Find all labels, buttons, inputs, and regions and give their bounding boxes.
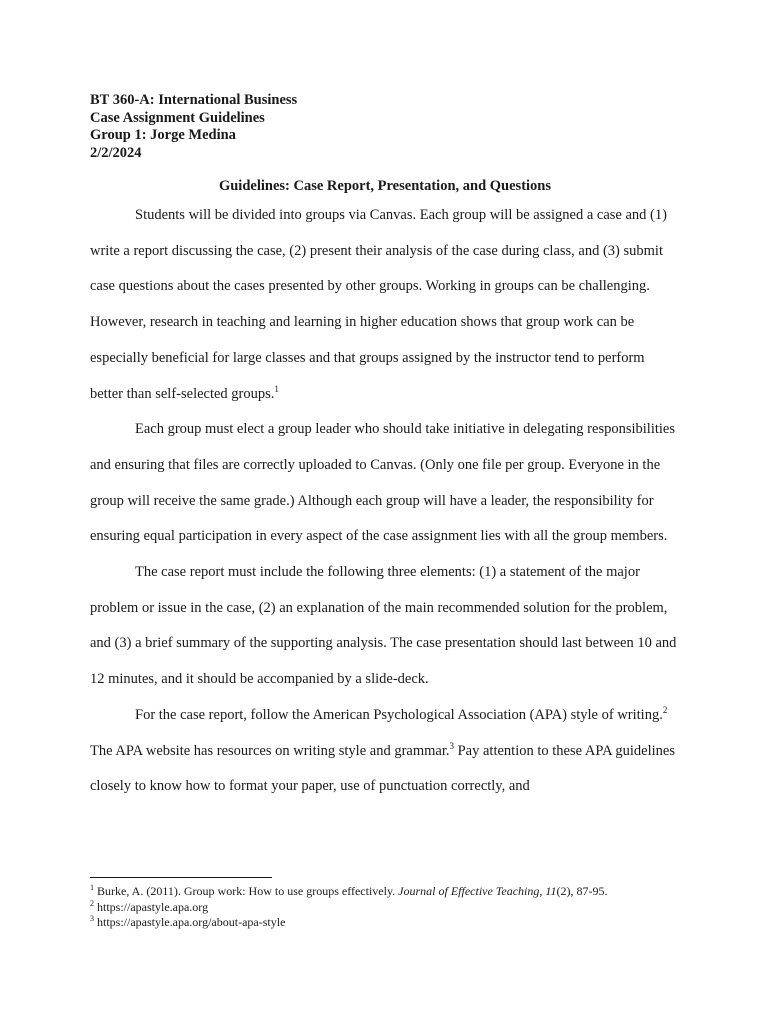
- footnote-3: [90, 915, 690, 931]
- footnote-text: (2), 87-95.: [556, 884, 608, 898]
- document-date: 2/2/2024: [90, 144, 142, 161]
- paragraph-text: Each group must elect a group leader who should take initiative in delegating responsibilities and ensuring that files are correctly uploaded to Canvas. (Only one file per group. Everyone in the group will receive the same grade.) Although each group will have a leader, the responsibility for ensuring equal participation in every aspect of the case assignment lies with all the group members.: [90, 421, 675, 545]
- paragraph-text: Pay attention to these APA guidelines closely to know how to format your paper, use of punctuation correctly, and: [90, 742, 675, 795]
- paragraph-text: Students will be divided into groups via Canvas. Each group will be assigned a case and (1) write a report discussing the case, (2) present their analysis of the case during class, and (3) submit case questions about the cases presented by other groups. Working in groups can be challenging. However, research in teaching and learning in higher education shows that group work can be especially beneficial for large classes and that groups assigned by the instructor tend to perform better than self-selected groups.: [90, 207, 667, 402]
- course-title: BT 360-A: International Business: [90, 92, 298, 108]
- page-title: Guidelines: Case Report, Presentation, and Questions: [218, 178, 552, 194]
- document-header: [90, 92, 680, 162]
- footnotes: [90, 884, 690, 931]
- footnote-link: https://apastyle.apa.org: [94, 899, 209, 914]
- footnote-2: [90, 900, 690, 916]
- paragraph-text: For the case report, follow the American Psychological Association (APA) style of writing.: [135, 706, 663, 723]
- journal-title: Journal of Effective Teaching, 11: [398, 884, 557, 898]
- footnote-ref: 3: [449, 740, 454, 751]
- document-type: Case Assignment Guidelines: [90, 109, 265, 126]
- footnote-divider: [90, 877, 272, 878]
- paragraph-apa-style: [90, 698, 680, 805]
- footnote-number: 2: [90, 898, 94, 908]
- footnote-1: [90, 884, 690, 900]
- document-body: [90, 198, 680, 805]
- footnote-ref: 2: [662, 705, 668, 716]
- footnote-ref: 1: [274, 383, 279, 394]
- footnote-number: 3: [90, 914, 94, 923]
- paragraph-text: The APA website has resources on writing style and grammar.: [90, 742, 450, 759]
- paragraph-text: The case report must include the following three elements: (1) a statement of the major problem or issue in the case, (2) an explanation of the main recommended solution for the problem, and (3) a brief summary of the supporting analysis. The case presentation should last between 10 and 12 minutes, and it should be accompanied by a slide-deck.: [90, 564, 677, 688]
- footnote-number: 1: [90, 883, 94, 892]
- document-page: [90, 92, 680, 805]
- group-name: Group 1: Jorge Medina: [90, 127, 236, 143]
- paragraph-groups: [90, 198, 680, 412]
- paragraph-report-elements: [90, 555, 680, 698]
- footnote-link: https://apastyle.apa.org/about-apa-style: [94, 915, 286, 929]
- paragraph-leader: [90, 412, 680, 555]
- footnote-text: Burke, A. (2011). Group work: How to use groups effectively.: [94, 884, 399, 898]
